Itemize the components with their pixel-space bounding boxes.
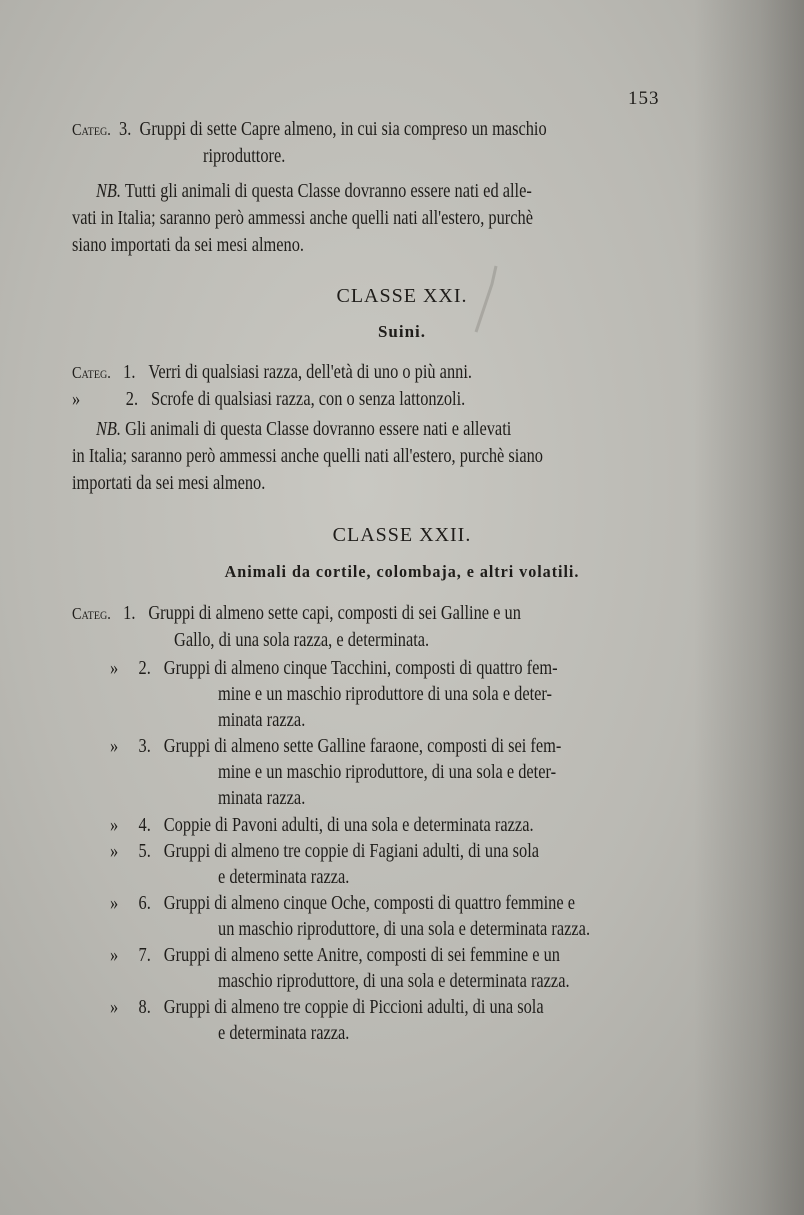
- classe-22-item-8-line-2: e determinata razza.: [218, 1023, 350, 1044]
- intro-nb-line-2: vati in Italia; saranno però ammessi anche quelli nati all'estero, purchè: [72, 208, 533, 229]
- item-number: 1.: [123, 603, 136, 624]
- intro-nb-line-1: [96, 178, 532, 205]
- item-number: 3.: [138, 736, 151, 757]
- page-number: 153: [628, 88, 660, 109]
- item-text: Gruppi di sette Capre almeno, in cui sia compreso un maschio: [139, 119, 547, 140]
- ditto-mark: »: [72, 389, 81, 410]
- classe-21-item-2: [72, 386, 465, 413]
- classe-22-item-2-line-3: minata razza.: [218, 710, 306, 731]
- intro-item-3-line-1: [72, 116, 547, 143]
- classe-22-title: CLASSE XXII.: [332, 524, 472, 546]
- classe-22-item-3-line-2: mine e un maschio riproduttore, di una sola e deter-: [218, 762, 557, 783]
- item-number: 5.: [138, 841, 151, 862]
- item-number: 2.: [138, 658, 151, 679]
- classe-21-item-1: [72, 359, 472, 386]
- item-number: 6.: [138, 893, 151, 914]
- ditto-mark: »: [110, 841, 119, 862]
- classe-21-title: CLASSE XXI.: [336, 285, 468, 307]
- classe-22-item-5-line-2: e determinata razza.: [218, 867, 350, 888]
- item-text: Scrofe di qualsiasi razza, con o senza lattonzoli.: [150, 389, 466, 410]
- classe-21-nb-line-3: importati da sei mesi almeno.: [72, 473, 266, 494]
- item-text: Gruppi di almeno sette Galline faraone, composti di sei fem-: [163, 736, 562, 757]
- item-text: Gruppi di almeno tre coppie di Piccioni adulti, di una sola: [163, 997, 544, 1018]
- classe-21-subtitle: Suini.: [377, 322, 427, 341]
- categ-label: Categ.: [72, 363, 111, 382]
- item-text: Gruppi di almeno cinque Oche, composti di quattro femmine e: [163, 893, 575, 914]
- classe-22-item-7-line-1: [110, 942, 560, 969]
- categ-label: Categ.: [72, 604, 111, 623]
- item-text: Verri di qualsiasi razza, dell'età di uno o più anni.: [148, 362, 472, 383]
- page-edge-shadow: [694, 0, 804, 1215]
- ditto-mark: »: [110, 658, 119, 679]
- classe-22-item-6-line-1: [110, 890, 575, 917]
- classe-22-item-5-line-1: [110, 838, 539, 865]
- classe-22-item-4-line-1: [110, 812, 534, 839]
- classe-21-nb-line-1: [96, 416, 511, 443]
- ditto-mark: »: [110, 815, 119, 836]
- item-text: Gruppi di almeno cinque Tacchini, composti di quattro fem-: [163, 658, 558, 679]
- classe-22-item-2-line-2: mine e un maschio riproduttore di una sola e deter-: [218, 684, 552, 705]
- ditto-mark: »: [110, 997, 119, 1018]
- classe-22-subtitle: Animali da cortile, colombaja, e altri volatili.: [224, 562, 580, 581]
- item-number: 8.: [138, 997, 151, 1018]
- item-number: 4.: [138, 815, 151, 836]
- classe-22-item-6-line-2: un maschio riproduttore, di una sola e determinata razza.: [218, 919, 591, 940]
- classe-22-item-2-line-1: [110, 655, 558, 682]
- categ-label: Categ.: [72, 120, 111, 139]
- classe-21-nb-line-2: in Italia; saranno però ammessi anche quelli nati all'estero, purchè siano: [72, 446, 543, 467]
- item-text: Coppie di Pavoni adulti, di una sola e determinata razza.: [163, 815, 534, 836]
- item-number: 3.: [119, 119, 132, 140]
- nb-text: Gli animali di questa Classe dovranno essere nati e allevati: [125, 419, 512, 440]
- item-number: 1.: [123, 362, 136, 383]
- intro-nb-line-3: siano importati da sei mesi almeno.: [72, 235, 305, 256]
- classe-22-item-8-line-1: [110, 994, 544, 1021]
- ditto-mark: »: [110, 893, 119, 914]
- item-number: 7.: [138, 945, 151, 966]
- classe-22-item-3-line-3: minata razza.: [218, 788, 306, 809]
- nb-label: NB.: [96, 419, 122, 440]
- classe-22-item-1-line-2: Gallo, di una sola razza, e determinata.: [174, 630, 430, 651]
- nb-label: NB.: [96, 181, 122, 202]
- nb-text: Tutti gli animali di questa Classe dovranno essere nati ed alle-: [124, 181, 532, 202]
- ditto-mark: »: [110, 945, 119, 966]
- item-text: Gruppi di almeno sette capi, composti di sei Galline e un: [148, 603, 521, 624]
- classe-22-item-1-line-1: [72, 600, 521, 627]
- intro-item-3-line-2: riproduttore.: [203, 146, 286, 167]
- item-text: Gruppi di almeno tre coppie di Fagiani adulti, di una sola: [163, 841, 540, 862]
- classe-22-item-3-line-1: [110, 733, 561, 760]
- item-text: Gruppi di almeno sette Anitre, composti di sei femmine e un: [163, 945, 560, 966]
- classe-22-item-7-line-2: maschio riproduttore, di una sola e determinata razza.: [218, 971, 570, 992]
- item-number: 2.: [125, 389, 139, 410]
- ditto-mark: »: [110, 736, 119, 757]
